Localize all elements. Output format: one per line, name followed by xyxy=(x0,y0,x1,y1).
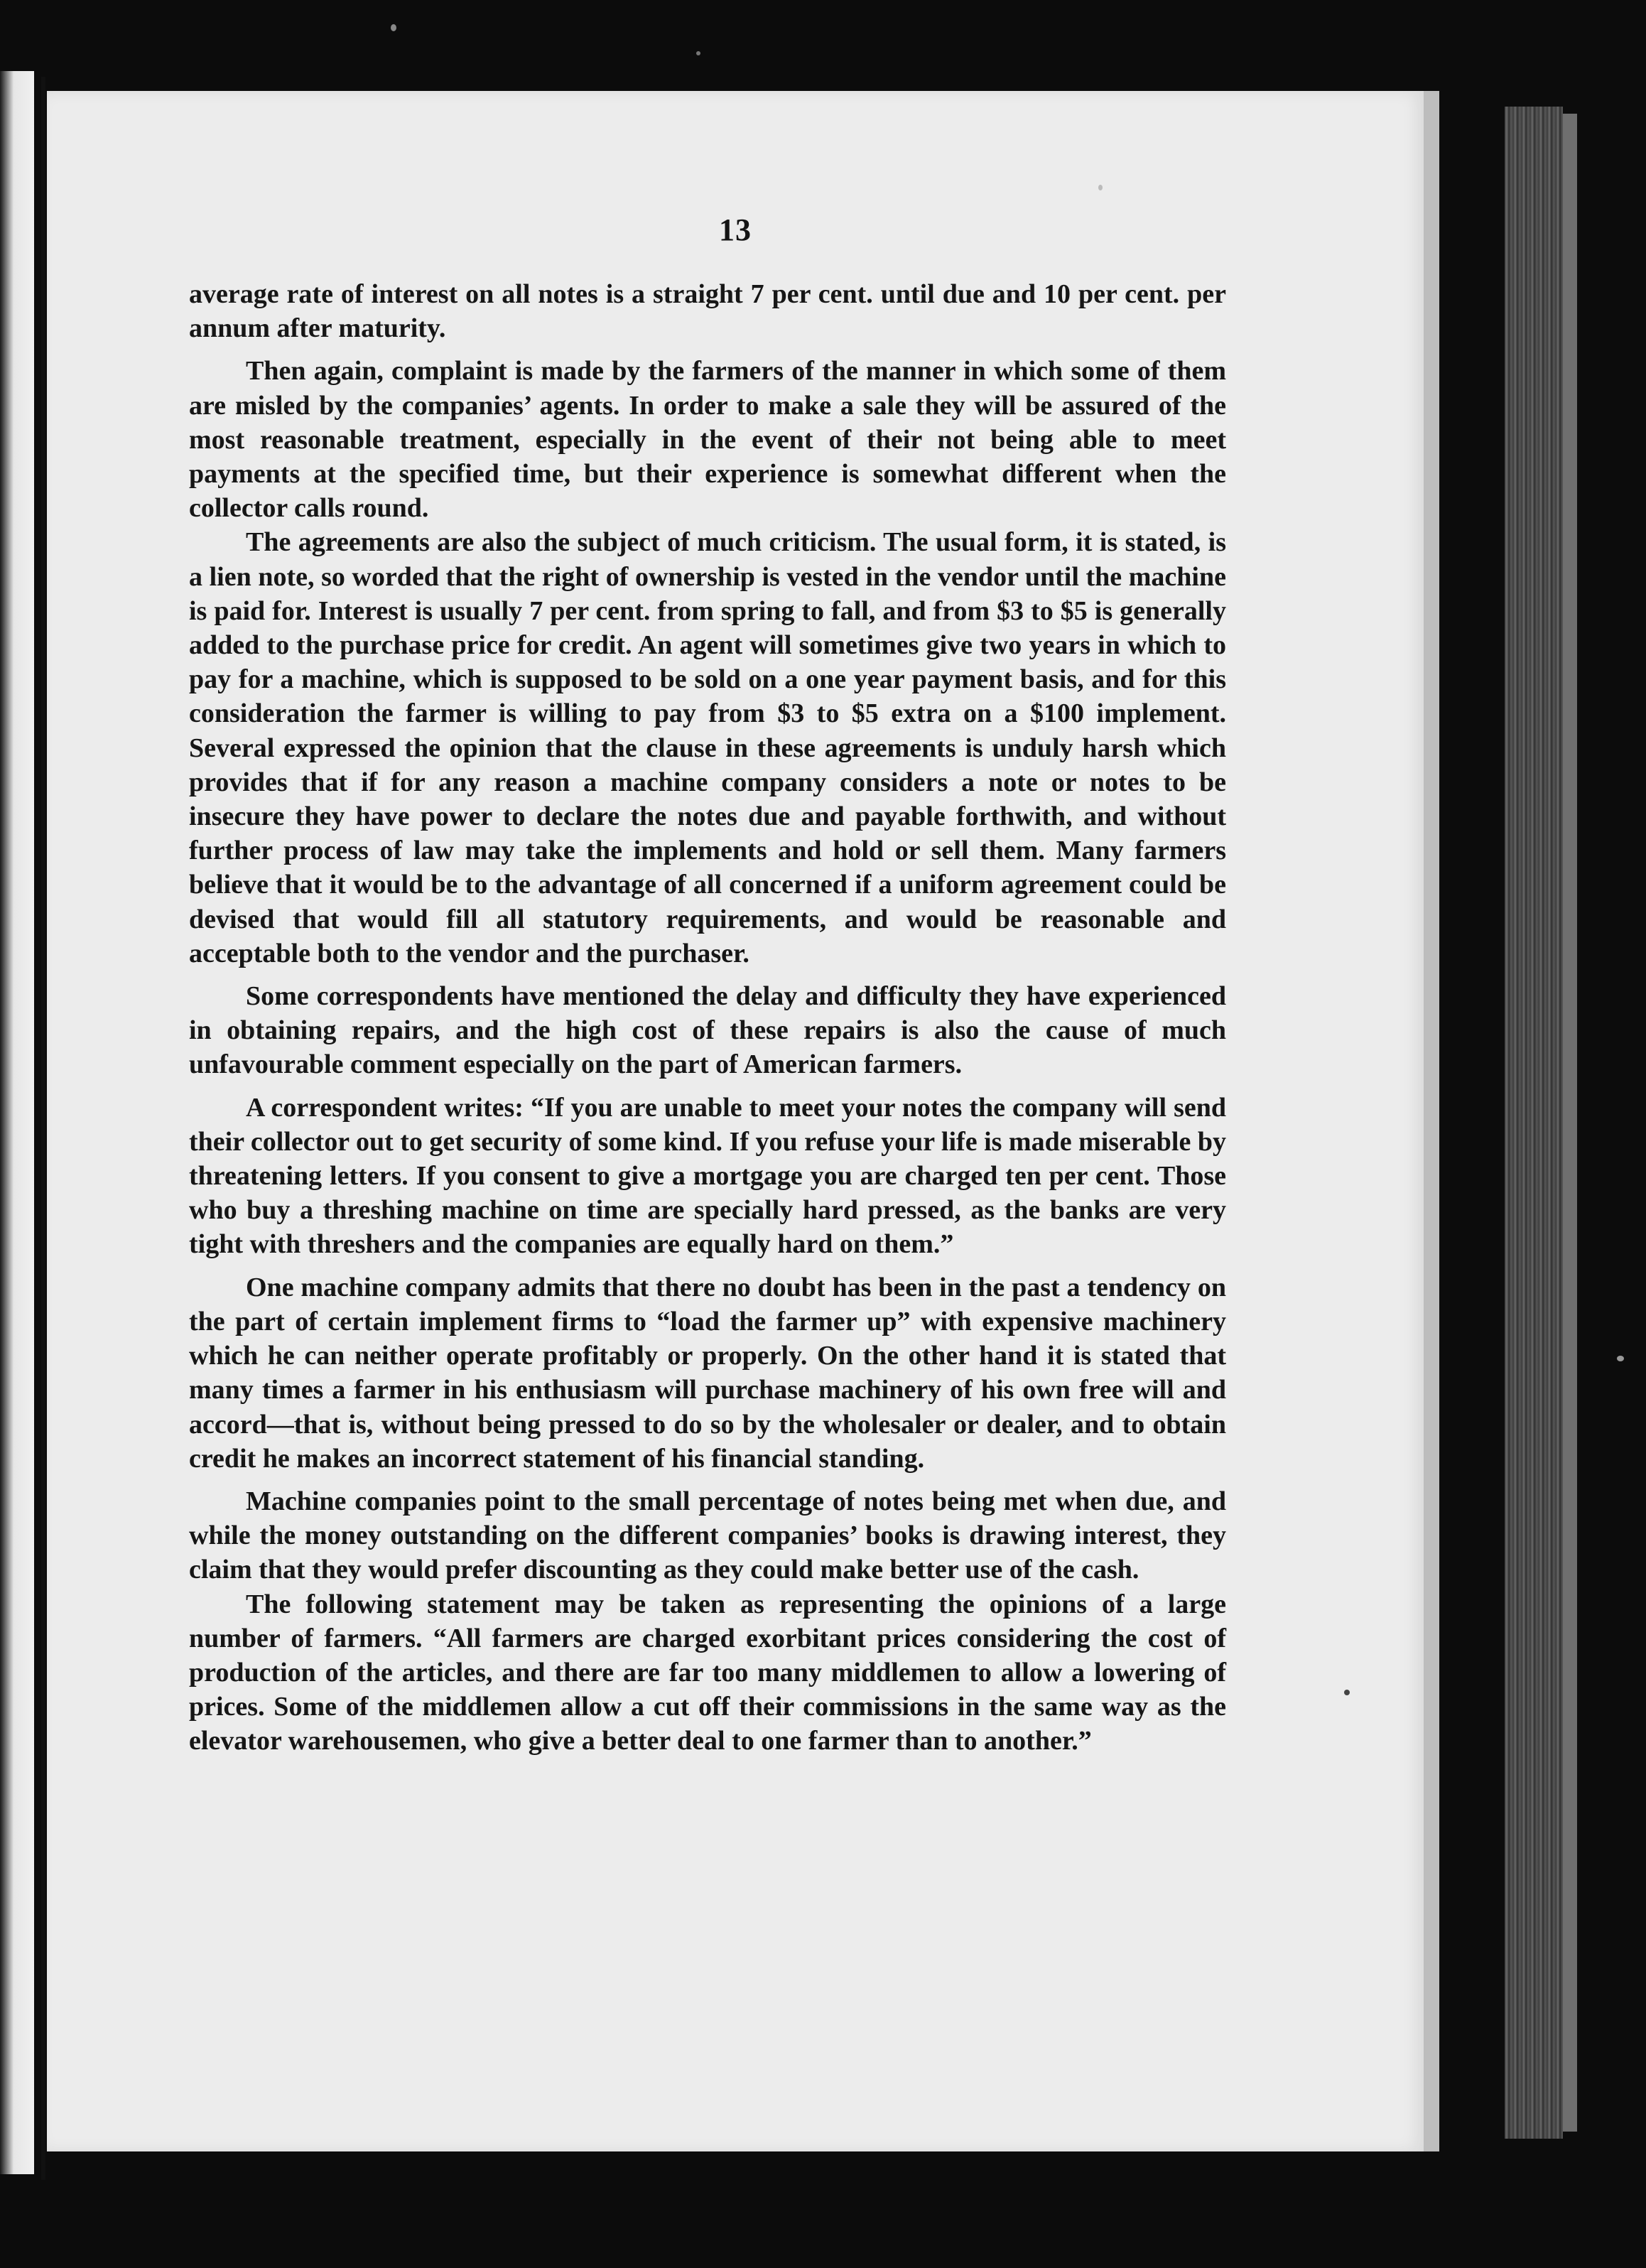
paragraph-continuation: average rate of interest on all notes is a straight 7 per cent. until due and 10 per cent. per annum after maturity. xyxy=(189,279,1226,344)
page-number: 13 xyxy=(719,212,752,247)
paragraph-agreements: The agreements are also the subject of much criticism. The usual form, it is stated, is a lien note, so worded that the right of ownership is vested in the vendor until the machine is paid for. Interest is usually 7 per cent. from spring to fall, and from $3 to $5 is generally added to the purchase price for credit. An agent will sometimes give two years in which to pay for a machine, which is supposed to be sold on a one year payment basis, and for this consideration the farmer is willing to pay from $3 to $5 extra on a $100 implement. Several expressed the opinion that the clause in these agreements is unduly harsh which provides that if for any reason a machine company considers a note or notes to be insecure they have power to declare the notes due and payable forthwith, and without further process of law may take the implements and hold or sell them. Many farmers believe that it would be to the advantage of all concerned if a uniform agreement could be devised that would fill all statutory requirements, and would be reasonable and acceptable both to the vendor and the purchaser. xyxy=(189,527,1226,968)
paragraph-agents: Then again, complaint is made by the farmers of the manner in which some of them are misled by the companies’ agents. In order to make a sale they will be assured of the most reasonable treatment, especially in the event of their not being able to meet payments at the specified time, but their experience is somewhat different when the collector calls round. xyxy=(189,356,1226,524)
page-sheet xyxy=(47,91,1424,2151)
dust-speck xyxy=(696,51,700,55)
paragraph-repairs: Some correspondents have mentioned the delay and difficulty they have experienced in obtaining repairs, and the high cost of these repairs is also the cause of much unfavourable comment especially on the part of American farmers. xyxy=(189,981,1226,1080)
previous-page-edge xyxy=(0,71,34,2174)
paragraph-correspondent-quote: A correspondent writes: “If you are unable to meet your notes the company will send their collector out to get security of some kind. If you refuse your life is made miserable by threatening letters. If you consent to give a mortgage you are charged ten per cent. Those who buy a threshing machine on time are specially hard pressed, as the banks are very tight with threshers and the companies are equally hard on them.” xyxy=(189,1092,1226,1260)
dust-speck xyxy=(1344,1690,1350,1695)
page-right-margin-shadow xyxy=(1424,91,1439,2151)
binding-edge xyxy=(41,77,45,2180)
paragraph-farmers-statement: The following statement may be taken as representing the opinions of a large number of farmers. “All farmers are charged exorbitant prices considering the cost of production of the articles, and there are far too many middlemen to allow a lowering of prices. Some of the middlemen allow a cut off their commissions in the same way as the elevator warehousemen, who give a better deal to one farmer than to another.” xyxy=(189,1589,1226,1756)
body-text xyxy=(189,277,1226,1759)
book-page-stack-edge xyxy=(1505,107,1563,2139)
paragraph-notes-percentage: Machine companies point to the small percentage of notes being met when due, and while the money outstanding on the different companies’ books is drawing interest, they claim that they would prefer discounting as they could make better use of the cash. xyxy=(189,1486,1226,1585)
dust-speck xyxy=(1098,185,1103,190)
dust-speck xyxy=(1617,1356,1624,1361)
dust-speck xyxy=(391,24,396,31)
paragraph-machine-company: One machine company admits that there no doubt has been in the past a tendency on the part of certain implement firms to “load the farmer up” with expensive machinery which he can neither operate profitably or properly. On the other hand it is stated that many times a farmer in his enthusiasm will purchase machinery of his own free will and accord—that is, without being pressed to do so by the wholesaler or dealer, and to obtain credit he makes an incorrect statement of his financial standing. xyxy=(189,1272,1226,1474)
book-cover-edge xyxy=(1563,114,1577,2132)
